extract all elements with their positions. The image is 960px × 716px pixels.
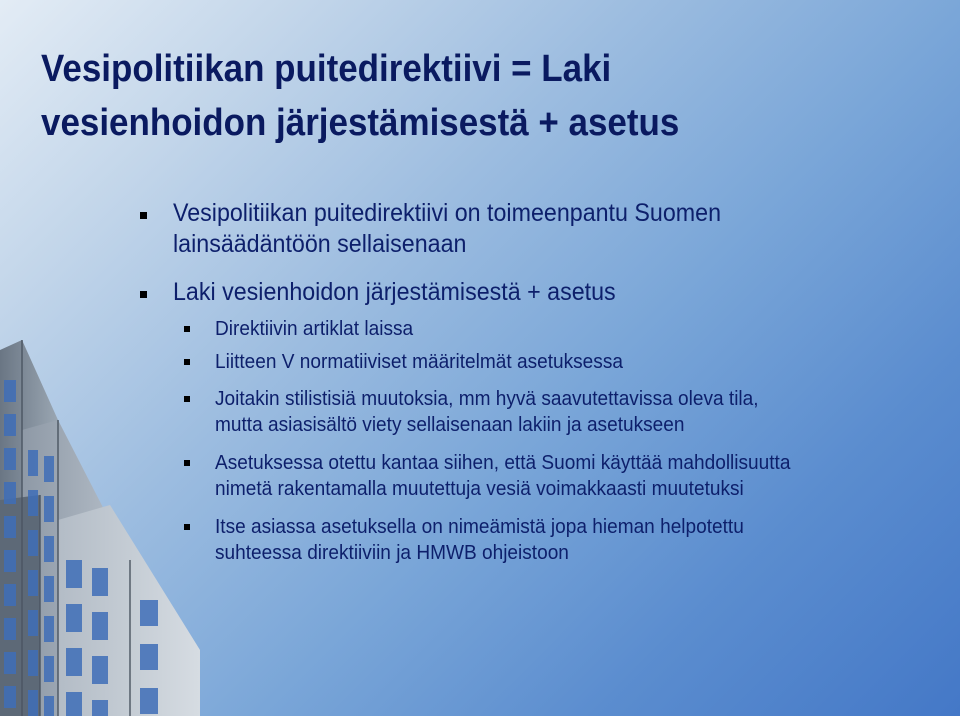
title-line: vesienhoidon järjestämisestä + asetus	[41, 102, 680, 144]
square-bullet-icon	[140, 212, 147, 219]
bullet-text: Asetuksessa otettu kantaa siihen, että Suomi käyttää mahdollisuutta	[215, 451, 791, 474]
square-bullet-icon	[140, 291, 147, 298]
bullet-text: mutta asiasisältö viety sellaisenaan lakiin ja asetukseen	[215, 413, 685, 436]
bullet-text: Liitteen V normatiiviset määritelmät asetuksessa	[215, 350, 623, 373]
bullet-text: suhteessa direktiiviin ja HMWB ohjeistoon	[215, 541, 569, 564]
square-bullet-icon	[184, 460, 190, 466]
bullet-item	[140, 277, 649, 308]
bullet-text: Laki vesienhoidon järjestämisestä + asetus	[173, 278, 616, 306]
bullet-text: Vesipolitiikan puitedirektiivi on toimeenpantu Suomen	[173, 199, 722, 227]
sub-bullet-item	[184, 316, 428, 342]
sub-bullet-item	[184, 386, 799, 438]
square-bullet-icon	[184, 326, 190, 332]
title-line: Vesipolitiikan puitedirektiivi = Laki	[41, 48, 612, 90]
sub-bullet-item	[184, 514, 784, 566]
sub-bullet-item	[184, 349, 654, 375]
bullet-text: lainsäädäntöön sellaisenaan	[173, 230, 467, 258]
bullet-text: Itse asiassa asetuksella on nimeämistä jopa hieman helpotettu	[215, 515, 744, 538]
square-bullet-icon	[184, 396, 190, 402]
bullet-item	[140, 198, 762, 260]
square-bullet-icon	[184, 359, 190, 365]
sub-bullet-item	[184, 450, 834, 502]
square-bullet-icon	[184, 524, 190, 530]
bullet-text: Joitakin stilistisiä muutoksia, mm hyvä saavutettavissa oleva tila,	[215, 387, 759, 410]
bullet-text: Direktiivin artiklat laissa	[215, 317, 414, 340]
bullet-text: nimetä rakentamalla muutettuja vesiä voimakkaasti muutetuksi	[215, 477, 744, 500]
